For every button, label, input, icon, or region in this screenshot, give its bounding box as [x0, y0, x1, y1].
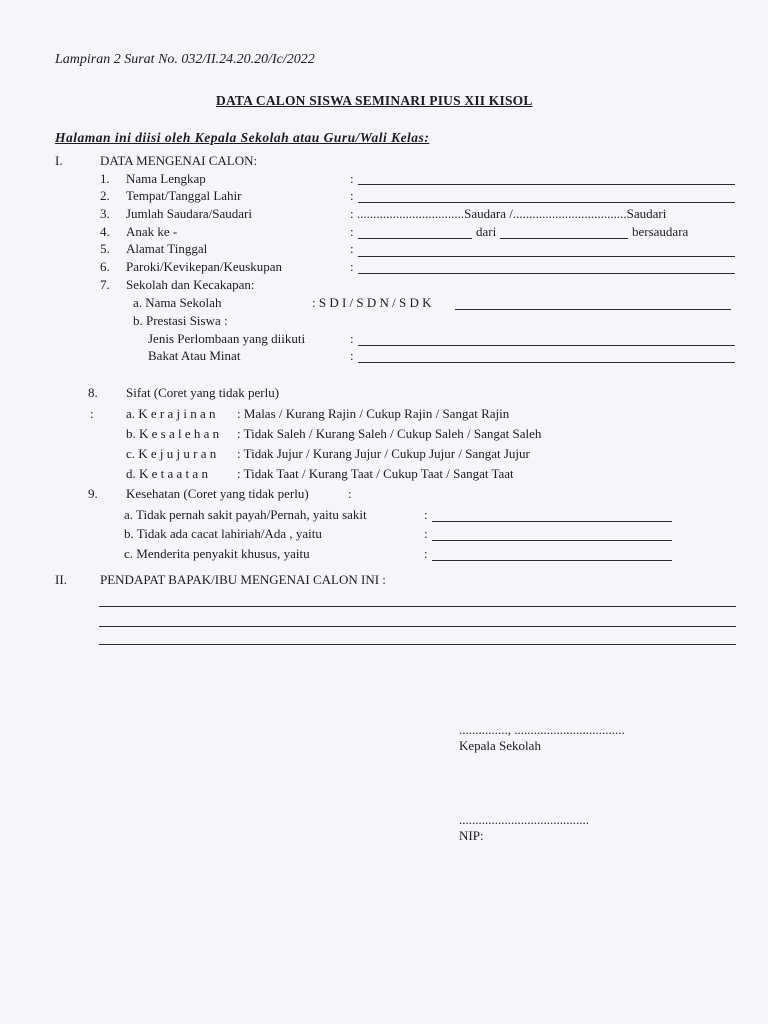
sifat-options-kejujuran[interactable]: : Tidak Jujur / Kurang Jujur / Cukup Jujur / Sangat Jujur [237, 446, 530, 461]
field-label-tempat-tanggal-lahir: Tempat/Tanggal Lahir [126, 188, 242, 203]
field-colon: : [350, 224, 354, 239]
field-colon: : [350, 171, 354, 186]
sifat-label-ketaatan: d. K e t a a t a n [126, 466, 208, 481]
field-colon: : [350, 348, 354, 363]
signature-role: Kepala Sekolah [459, 738, 541, 753]
kesehatan-label-sakit: a. Tidak pernah sakit payah/Pernah, yaitu sakit [124, 507, 367, 522]
sifat-heading: Sifat (Coret yang tidak perlu) [126, 385, 280, 400]
kesehatan-sakit-blank[interactable] [432, 521, 672, 522]
anak-dari-label: dari [476, 224, 497, 239]
field-label-nama-lengkap: Nama Lengkap [126, 171, 206, 186]
tempat-tanggal-lahir-blank[interactable] [358, 202, 735, 203]
item-number: 6. [100, 259, 110, 274]
signature-name-dots[interactable]: ........................................ [459, 812, 589, 827]
sifat-label-kesalehan: b. K e s a l e h a n [126, 426, 220, 441]
field-label-paroki: Paroki/Kevikepan/Keuskupan [126, 259, 282, 274]
nama-sekolah-options: : S D I / S D N / S D K [312, 295, 432, 310]
anak-ke-blank[interactable] [358, 238, 472, 239]
sifat-options-kesalehan[interactable]: : Tidak Saleh / Kurang Saleh / Cukup Saleh / Sangat Saleh [237, 426, 542, 441]
field-colon: : [350, 241, 354, 256]
kesehatan-heading-colon: : [348, 486, 352, 501]
paroki-blank[interactable] [358, 273, 735, 274]
field-colon: : [350, 331, 354, 346]
item-number: 9. [88, 486, 98, 501]
lampiran-reference: Lampiran 2 Surat No. 032/II.24.20.20/Ic/2022 [55, 52, 315, 67]
pendapat-line-3[interactable] [99, 644, 736, 645]
page-subtitle: Halaman ini diisi oleh Kepala Sekolah atau Guru/Wali Kelas: [55, 130, 430, 145]
field-colon: : [424, 526, 428, 541]
item-number: 1. [100, 171, 110, 186]
sifat-label-kejujuran: c. K e j u j u r a n [126, 446, 217, 461]
field-label-sekolah-kecakapan: Sekolah dan Kecakapan: [126, 277, 255, 292]
anak-bersaudara-label: bersaudara [632, 224, 689, 239]
field-label-jumlah-saudara: Jumlah Saudara/Saudari [126, 206, 252, 221]
field-label-anak-ke: Anak ke - [126, 224, 178, 239]
jenis-perlombaan-blank[interactable] [358, 345, 735, 346]
nama-sekolah-blank[interactable] [455, 309, 731, 310]
field-colon: : [350, 259, 354, 274]
kesehatan-label-cacat: b. Tidak ada cacat lahiriah/Ada , yaitu [124, 526, 322, 541]
item-number: 2. [100, 188, 110, 203]
pendapat-line-2[interactable] [99, 626, 736, 627]
section-2-heading: PENDAPAT BAPAK/IBU MENGENAI CALON INI : [100, 572, 386, 587]
field-label-alamat-tinggal: Alamat Tinggal [126, 241, 208, 256]
signature-nip: NIP: [459, 828, 484, 843]
kesehatan-cacat-blank[interactable] [432, 540, 672, 541]
kesehatan-penyakit-blank[interactable] [432, 560, 672, 561]
item-number: 7. [100, 277, 110, 292]
sifat-options-ketaatan[interactable]: : Tidak Taat / Kurang Taat / Cukup Taat / Sangat Taat [237, 466, 514, 481]
field-label-nama-sekolah: a. Nama Sekolah [133, 295, 222, 310]
page-title: DATA CALON SISWA SEMINARI PIUS XII KISOL [216, 93, 533, 108]
item-number: 3. [100, 206, 110, 221]
section-1-heading: DATA MENGENAI CALON: [100, 153, 258, 168]
item-number: 4. [100, 224, 110, 239]
kesehatan-heading: Kesehatan (Coret yang tidak perlu) [126, 486, 309, 501]
kesehatan-label-penyakit: c. Menderita penyakit khusus, yaitu [124, 546, 310, 561]
section-1-number: I. [55, 153, 63, 168]
sifat-options-kerajinan[interactable]: : Malas / Kurang Rajin / Cukup Rajin / Sangat Rajin [237, 406, 510, 421]
nama-lengkap-blank[interactable] [358, 184, 735, 185]
field-colon: : [424, 507, 428, 522]
sifat-label-kerajinan: a. K e r a j i n a n [126, 406, 216, 421]
signature-place-date[interactable]: ..............., .................................. [459, 722, 625, 737]
field-colon: : [350, 188, 354, 203]
item-number: 8. [88, 385, 98, 400]
field-label-jenis-perlombaan: Jenis Perlombaan yang diikuti [148, 331, 306, 346]
stray-colon: : [90, 406, 94, 421]
pendapat-line-1[interactable] [99, 606, 736, 607]
field-label-bakat: Bakat Atau Minat [148, 348, 241, 363]
bakat-blank[interactable] [358, 362, 735, 363]
item-number: 5. [100, 241, 110, 256]
field-label-prestasi: b. Prestasi Siswa : [133, 313, 228, 328]
section-2-number: II. [55, 572, 67, 587]
alamat-tinggal-blank[interactable] [358, 256, 735, 257]
jumlah-bersaudara-blank[interactable] [500, 238, 628, 239]
jumlah-saudara-fill[interactable]: : .................................Saudara /...................................Saudari [350, 206, 667, 221]
field-colon: : [424, 546, 428, 561]
